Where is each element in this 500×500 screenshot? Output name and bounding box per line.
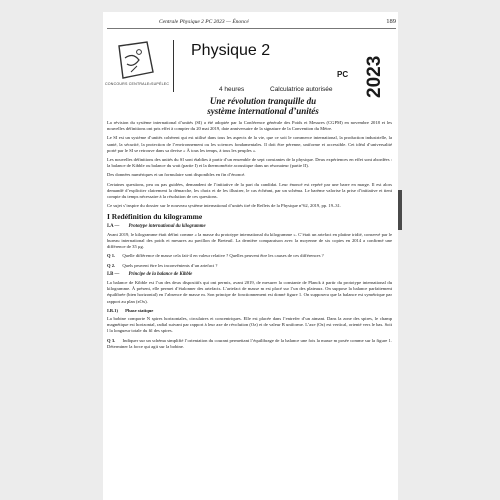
intro-paragraph: Des données numériques et un formulaire sont disponibles en fin d’énoncé. <box>107 172 246 178</box>
subsection-heading <box>107 224 392 230</box>
section-paragraph: La balance de Kibble est l’un des deux dispositifs qui ont permis, avant 2019, de mesurer la constante de Planck à partir du prototype international du kilogramme. À présent, elle permet d’étalonner des artefacts. L’artefact de masse m est placé sur l’un des plateaux. On suppose la balance parfaitement équilibrée (bien horizontal) en l’absence de masse m. Son principe de fonctionnement est donné figure 1. On supposera que la balance est symétrique par rapport au plan (zOx). <box>107 280 392 304</box>
intro-paragraph: La révision du système international d’unités (SI) a été adoptée par la Conférence générale des Poids et Mesures (CGPM) en novembre 2018 et les nouvelles définitions ont pris effet à compter du 20 mai 2019, date anniversaire de la signature de la Convention du Mètre. <box>107 120 392 132</box>
exam-duration: 4 heures <box>219 86 245 93</box>
exam-track: PC <box>337 70 349 79</box>
subsubsection-title: Phase statique <box>125 307 154 313</box>
exam-page <box>103 12 398 500</box>
intro-paragraph: Le SI est un système d’unités cohérent qui est utilisé dans tous les aspects de la vie, que ce soit le commerce international, la production industrielle, la santé, la sécurité, la protection de l’environnement ou les sciences fondamentales. Il doit être pérenne, uniforme et accessible. Cet idéal d’universalité porté par le SI se retrouve dans sa devise « À tous les temps, à tous les peuples ». <box>107 135 392 153</box>
subsubsection-number: I.B.1) <box>107 307 118 313</box>
intro-paragraph: Les nouvelles définitions des unités du SI sont établies à partir d’un ensemble de sept constantes de la physique. Deux expériences en effet sont abordées : la balance de Kibble ou balance du watt (partie I) et la thermométrie acoustique dans un résonateur (partie II). <box>107 157 392 169</box>
question <box>107 338 392 350</box>
subsection-title: Principe de la balance de Kibble <box>128 271 193 277</box>
subsection-title: Prototype international du kilogramme <box>128 223 206 229</box>
running-header: Centrale Physique 2 PC 2023 — Énoncé <box>159 19 249 25</box>
section-number: I <box>107 212 110 222</box>
question <box>107 263 392 269</box>
subsection-heading <box>107 272 392 278</box>
question-label: Q 3. <box>107 337 116 343</box>
exam-year: 2023 <box>364 55 385 98</box>
subsubsection-heading <box>107 308 392 314</box>
section-paragraph: La bobine comporte N spires horizontales, circulaires et concentriques. Elle est placée dans l’entrefer d’un aimant. Dans la zone des spires, le champ magnétique est horizontal, radial suivant par rapport à leur axe de révolution (Oz) et de valeur B uniforme. L’axe (Oz) est vertical, orienté vers le bas. Soit l la longueur totale du fil des spires. <box>107 316 392 334</box>
header-rule <box>107 28 396 29</box>
exam-title: Physique 2 <box>191 42 271 59</box>
subtitle-line-2: système international d’unités <box>207 106 319 116</box>
page-number: 189 <box>386 18 396 25</box>
subtitle-line-1: Une révolution tranquille du <box>209 96 317 106</box>
exam-body <box>107 120 392 353</box>
exam-calculator: Calculatrice autorisée <box>270 86 333 93</box>
subsection-number: I.B — <box>107 271 120 277</box>
subsection-number: I.A — <box>107 223 120 229</box>
question-label: Q 1. <box>107 253 116 259</box>
section-title: Redéfinition du kilogramme <box>111 212 203 222</box>
exam-subtitle <box>163 96 363 116</box>
intro-paragraph: Ce sujet s’inspire du dossier sur le nouveau système international d’unités tiré de Reflets de la Physique n°62, 2019, pp. 19–31. <box>107 203 342 209</box>
section-heading <box>107 214 392 220</box>
section-paragraph: Avant 2019, le kilogramme était défini comme « la masse du prototype international du kilogramme ». C’était un artefact en platine iridié, conservé par le bureau international des poids et mesures au pavillon de Breteuil. La dernière comparaison avec la moyenne de six copies en 2014 a confirmé une différence de 35 µg. <box>107 231 392 250</box>
question-label: Q 2. <box>107 262 116 268</box>
question-text: Quelle différence de masse cela fait-il en valeur relative ? Quelles peuvent être les causes de ces différences ? <box>122 253 324 259</box>
header-divider <box>173 40 174 92</box>
question-text: Indiquer sur un schéma simplifié l’orientation du courant permettant l’équilibrage de la balance une fois la masse m posée comme sur la figure 1. Déterminer la force qui agit sur la bobine. <box>107 337 393 349</box>
question <box>107 253 392 259</box>
logo-wordmark: CONCOURS CENTRALE•SUPÉLEC <box>105 82 170 86</box>
question-text: Quels peuvent être les inconvénients d’un artefact ? <box>122 262 218 268</box>
intro-paragraph: Certaines questions, peu ou pas guidées, demandent de l’initiative de la part du candidat. Leur énoncé est repéré par une barre en marge. Il est alors demandé d’expliciter clairement la démarche, les choix et de les illustrer, le cas échéant, par un schéma. Le barème valorise la prise d’initiative et tient compte du temps nécessaire à la résolution de ces questions. <box>107 181 392 200</box>
